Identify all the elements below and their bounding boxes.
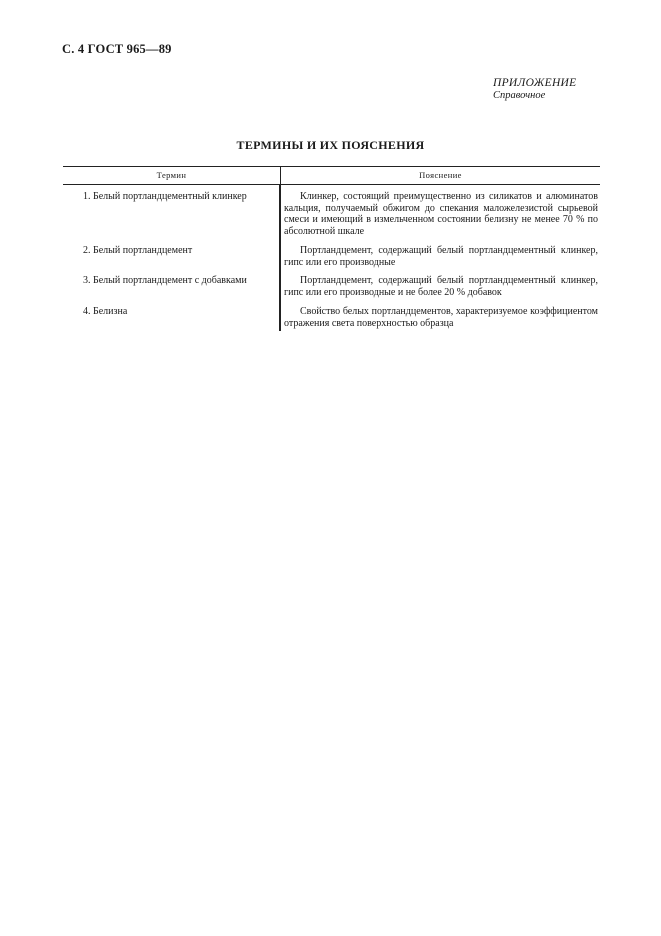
term-cell: 3. Белый портландцемент с добавками (83, 275, 247, 286)
term-cell: 2. Белый портландцемент (83, 245, 193, 256)
explanation-cell: Клинкер, состоящий преимущественно из силикатов и алюминатов кальция, получаемый обжигом до спекания маложелезистой сырьевой смеси и имеющий в измельченном состоянии белизну не менее 70 % по абсолютной шкале (284, 191, 598, 237)
table-row (63, 185, 600, 237)
appendix-title: ПРИЛОЖЕНИЕ (493, 77, 577, 89)
column-header-term: Термин (63, 167, 281, 184)
table-row (63, 268, 600, 298)
term-cell: 4. Белизна (83, 306, 128, 317)
table-row (63, 298, 600, 331)
table-row (63, 237, 600, 268)
table-body (63, 185, 600, 331)
terms-table (63, 166, 600, 331)
appendix-block (493, 77, 583, 101)
column-divider (279, 185, 281, 331)
section-title: ТЕРМИНЫ И ИХ ПОЯСНЕНИЯ (236, 138, 425, 152)
page-header: С. 4 ГОСТ 965—89 (62, 42, 172, 56)
explanation-cell: Свойство белых портландцементов, характеризуемое коэффициентом отражения света поверхностью образца (284, 306, 598, 329)
explanation-cell: Портландцемент, содержащий белый портландцементный клинкер, гипс или его производные и не более 20 % добавок (284, 275, 598, 298)
table-header (63, 166, 600, 185)
term-cell: 1. Белый портландцементный клинкер (83, 191, 247, 202)
explanation-cell: Портландцемент, содержащий белый портландцементный клинкер, гипс или его производные (284, 245, 598, 268)
column-header-explanation: Пояснение (419, 170, 462, 180)
appendix-subtitle: Справочное (493, 90, 546, 101)
